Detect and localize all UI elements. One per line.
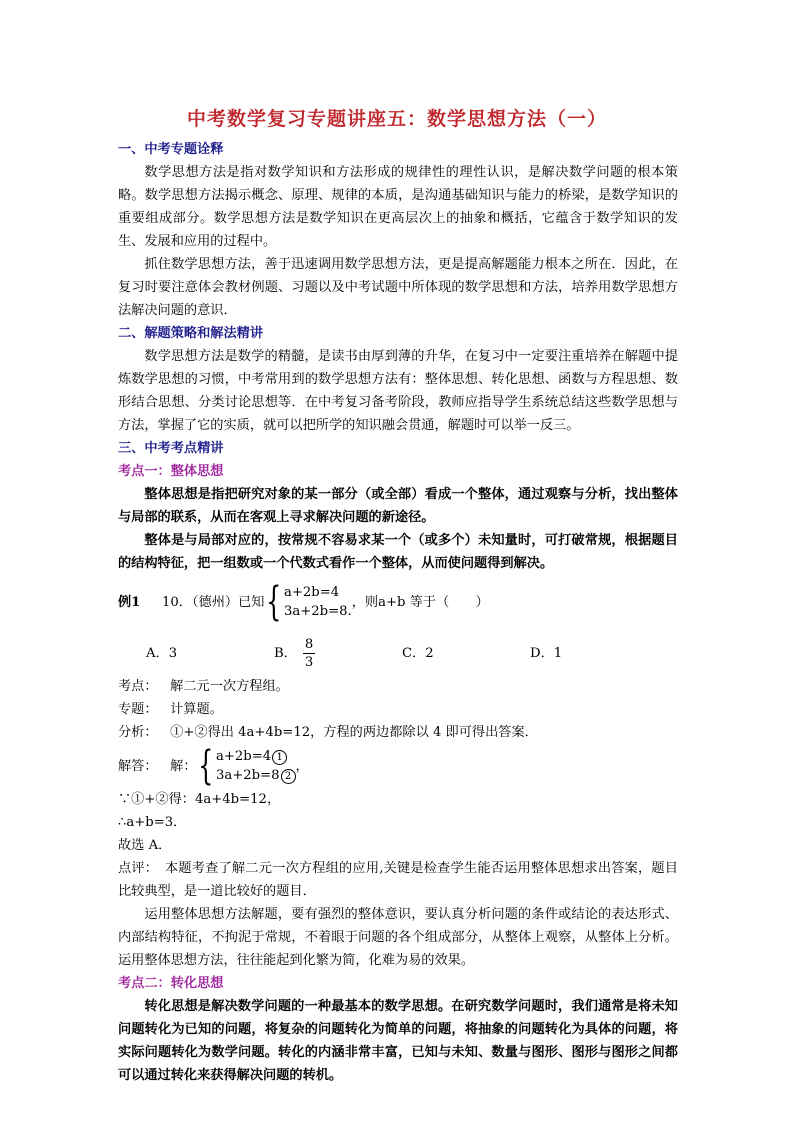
zhuanti-line xyxy=(118,698,678,721)
paragraph: 整体是与局部对应的，按常规不容易求某一个（或多个）未知量时，可打破常规，根据题目的结构特征，把一组数或一个代数式看作一个整体，从而使问题得到解决。 xyxy=(118,533,678,571)
solution-equation-system xyxy=(197,743,296,789)
jie-text: 解： xyxy=(170,758,197,774)
dianping-paragraph: 点评： 本题考查了解二元一次方程组的应用,关键是检查学生能否运用整体思想求出答案，题目比较典型，是一道比较好的题目． xyxy=(118,861,678,899)
equation-1: a+2b=4 xyxy=(283,585,340,600)
circled-number-1: 1 xyxy=(272,750,287,765)
section-heading-2: 二、解题策略和解法精讲 xyxy=(118,326,264,341)
solution-eq2-text: 3a+2b=8 xyxy=(215,768,280,783)
option-a: A．3 xyxy=(146,645,178,661)
paragraph: 转化思想是解决数学问题的一种最基本的数学思想。在研究数学问题时，我们通常是将未知问题转化为已知的问题，将复杂的问题转化为简单的问题，将抽象的问题转化为具体的问题，将实际问题转化为数学问题。转化的内涵非常丰富，已知与未知、数量与图形、图形与图形之间都可以通过转化来获得解决问题的转机。 xyxy=(118,999,678,1083)
paragraph: 整体思想是指把研究对象的某一部分（或全部）看成一个整体，通过观察与分析，找出整体与局部的联系，从而在客观上寻求解决问题的新途径。 xyxy=(118,487,678,525)
option-d: D．1 xyxy=(530,645,563,661)
fraction-numerator: 8 xyxy=(304,636,314,652)
jieda-label: 解答： xyxy=(118,758,158,774)
example-label: 例1 xyxy=(118,594,141,610)
fenxi-line xyxy=(118,721,678,744)
kaodian-label: 考点： xyxy=(118,679,158,694)
answer-options xyxy=(118,631,678,675)
solution-row xyxy=(118,744,678,788)
kaodian-line xyxy=(118,675,678,698)
example-prefix: 10．（德州）已知 xyxy=(162,594,265,610)
paragraph: 数学思想方法是指对数学知识和方法形成的规律性的理性认识，是解决数学问题的根本策略。数学思想方法揭示概念、原理、规律的本质，是沟通基础知识与能力的桥梁，是数学知识的重要组成部分。数学思想方法是数学知识在更高层次上的抽象和概括，它蕴含于数学知识的发生、发展和应用的过程中。 xyxy=(118,165,678,249)
solution-equation-2 xyxy=(216,766,296,785)
fenxi-label: 分析： xyxy=(118,725,158,740)
paragraph: 抓住数学思想方法，善于迅速调用数学思想方法，更是提高解题能力根本之所在．因此，在复习时要注意体会教材例题、习题以及中考试题中所体现的数学思想和方法，培养用数学思想方法解决问题的意识． xyxy=(118,257,678,318)
kaodian-text: 解二元一次方程组。 xyxy=(170,679,289,694)
solution-step-3: 故选 A． xyxy=(118,838,172,853)
solution-equation-1 xyxy=(216,747,296,766)
summary-paragraph: 运用整体思想方法解题，要有强烈的整体意识，要认真分析问题的条件或结论的表达形式、内部结构特征，不拘泥于常规，不着眼于问题的各个组成部分，从整体上观察，从整体上分析。运用整体思想方法，往往能起到化繁为简，化难为易的效果。 xyxy=(118,907,678,968)
page-title: 中考数学复习专题讲座五：数学思想方法（一） xyxy=(186,108,607,130)
option-b-label: B． xyxy=(274,645,297,661)
zhuanti-text: 计算题。 xyxy=(170,702,223,717)
zhuanti-label: 专题： xyxy=(118,702,158,717)
option-b xyxy=(246,636,374,671)
fraction-denominator: 3 xyxy=(304,654,314,670)
equation-2: 3a+2b=8. xyxy=(283,604,352,619)
kaodian-heading-1: 考点一：整体思想 xyxy=(118,464,224,479)
section-heading-1: 一、中考专题诠释 xyxy=(118,142,224,157)
left-brace-icon: { xyxy=(265,579,281,625)
kaodian-heading-2: 考点二：转化思想 xyxy=(118,976,224,991)
section-heading-3: 三、中考考点精讲 xyxy=(118,441,224,456)
paragraph: 数学思想方法是数学的精髓，是读书由厚到薄的升华，在复习中一定要注重培养在解题中提炼数学思想的习惯，中考常用到的数学思想方法有：整体思想、转化思想、函数与方程思想、数形结合思想、分类讨论思想等．在中考复习备考阶段，教师应指导学生系统总结这些数学思想与方法，掌握了它的实质，就可以把所学的知识融会贯通，解题时可以举一反三。 xyxy=(118,349,678,433)
solution-step-1: ∵①+②得：4a+4b=12， xyxy=(118,792,281,807)
solution-comma: ， xyxy=(295,758,309,774)
example-question xyxy=(118,579,678,625)
option-c: C．2 xyxy=(402,645,434,661)
left-brace-icon: { xyxy=(197,743,213,789)
circled-number-2: 2 xyxy=(281,769,296,784)
solution-step-2: ∴a+b=3． xyxy=(118,815,187,830)
example-suffix: ，则a+b 等于（ ） xyxy=(351,594,489,610)
equation-system xyxy=(265,579,352,625)
solution-eq1-text: a+2b=4 xyxy=(215,749,272,764)
document-body xyxy=(118,138,678,1087)
fenxi-text: ①+②得出 4a+4b=12，方程的两边都除以 4 即可得出答案． xyxy=(170,725,538,740)
fraction xyxy=(303,636,315,671)
